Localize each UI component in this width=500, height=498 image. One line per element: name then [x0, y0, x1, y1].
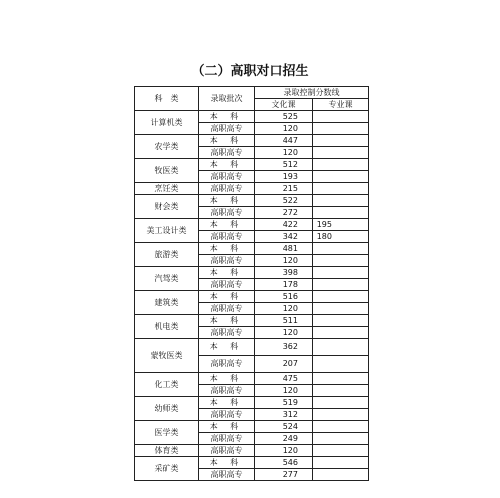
batch-cell: 本 科: [199, 397, 255, 409]
batch-cell: 高职高专: [199, 123, 255, 135]
table-row: [135, 183, 369, 195]
major-score-cell: [313, 171, 369, 183]
major-score-cell: [313, 147, 369, 159]
major-score-cell: [313, 315, 369, 327]
culture-score-cell: 120: [255, 255, 313, 267]
major-score-cell: [313, 303, 369, 315]
batch-cell: 本 科: [199, 315, 255, 327]
table-row: [135, 243, 369, 255]
culture-score-cell: 512: [255, 159, 313, 171]
category-cell: 医学类: [135, 421, 199, 445]
batch-cell: 高职高专: [199, 409, 255, 421]
major-score-cell: [313, 291, 369, 303]
major-score-cell: [313, 111, 369, 123]
batch-cell: 高职高专: [199, 469, 255, 481]
major-score-cell: [313, 255, 369, 267]
major-score-cell: [313, 397, 369, 409]
culture-score-cell: 272: [255, 207, 313, 219]
culture-score-cell: 120: [255, 303, 313, 315]
batch-cell: 高职高专: [199, 445, 255, 457]
culture-score-cell: 120: [255, 147, 313, 159]
batch-cell: 高职高专: [199, 433, 255, 445]
batch-cell: 高职高专: [199, 255, 255, 267]
batch-cell: 本 科: [199, 421, 255, 433]
batch-cell: 本 科: [199, 267, 255, 279]
page-title: （二）高职对口招生: [191, 64, 309, 79]
major-score-cell: [313, 385, 369, 397]
category-cell: 牧医类: [135, 159, 199, 183]
table-row: [135, 421, 369, 433]
header-batch: 录取批次: [199, 87, 255, 111]
category-cell: 农学类: [135, 135, 199, 159]
major-score-cell: [313, 327, 369, 339]
culture-score-cell: 120: [255, 327, 313, 339]
culture-score-cell: 120: [255, 385, 313, 397]
batch-cell: 本 科: [199, 373, 255, 385]
culture-score-cell: 312: [255, 409, 313, 421]
batch-cell: 高职高专: [199, 385, 255, 397]
header-major-course: 专业课: [313, 99, 369, 111]
culture-score-cell: 422: [255, 219, 313, 231]
batch-cell: 高职高专: [199, 171, 255, 183]
culture-score-cell: 522: [255, 195, 313, 207]
culture-score-cell: 525: [255, 111, 313, 123]
category-cell: 计算机类: [135, 111, 199, 135]
culture-score-cell: 481: [255, 243, 313, 255]
batch-cell: 本 科: [199, 135, 255, 147]
culture-score-cell: 249: [255, 433, 313, 445]
major-score-cell: [313, 183, 369, 195]
batch-cell: 本 科: [199, 195, 255, 207]
batch-cell: 本 科: [199, 111, 255, 123]
major-score-cell: [313, 457, 369, 469]
table-row: [135, 159, 369, 171]
batch-cell: 高职高专: [199, 183, 255, 195]
major-score-cell: 180: [313, 231, 369, 243]
culture-score-cell: 516: [255, 291, 313, 303]
category-cell: 财会类: [135, 195, 199, 219]
category-cell: 建筑类: [135, 291, 199, 315]
major-score-cell: [313, 123, 369, 135]
table-row: [135, 315, 369, 327]
header-category: 科 类: [135, 87, 199, 111]
batch-cell: 本 科: [199, 339, 255, 356]
major-score-cell: [313, 421, 369, 433]
table-body: [135, 111, 369, 481]
category-cell: 幼师类: [135, 397, 199, 421]
major-score-cell: [313, 469, 369, 481]
category-cell: 体育类: [135, 445, 199, 457]
table-row: [135, 339, 369, 356]
major-score-cell: [313, 433, 369, 445]
culture-score-cell: 362: [255, 339, 313, 356]
batch-cell: 高职高专: [199, 279, 255, 291]
batch-cell: 高职高专: [199, 303, 255, 315]
major-score-cell: 195: [313, 219, 369, 231]
table-row: [135, 445, 369, 457]
culture-score-cell: 215: [255, 183, 313, 195]
culture-score-cell: 207: [255, 356, 313, 373]
table-row: [135, 219, 369, 231]
batch-cell: 本 科: [199, 159, 255, 171]
culture-score-cell: 519: [255, 397, 313, 409]
header-control-score: 录取控制分数线: [255, 87, 369, 99]
major-score-cell: [313, 373, 369, 385]
batch-cell: 本 科: [199, 219, 255, 231]
major-score-cell: [313, 267, 369, 279]
category-cell: 汽驾类: [135, 267, 199, 291]
table-row: [135, 397, 369, 409]
table-row: [135, 135, 369, 147]
major-score-cell: [313, 243, 369, 255]
table-row: [135, 457, 369, 469]
major-score-cell: [313, 135, 369, 147]
culture-score-cell: 524: [255, 421, 313, 433]
category-cell: 旅游类: [135, 243, 199, 267]
category-cell: 采矿类: [135, 457, 199, 481]
culture-score-cell: 447: [255, 135, 313, 147]
culture-score-cell: 546: [255, 457, 313, 469]
major-score-cell: [313, 409, 369, 421]
batch-cell: 本 科: [199, 291, 255, 303]
category-cell: 化工类: [135, 373, 199, 397]
major-score-cell: [313, 445, 369, 457]
table-row: [135, 373, 369, 385]
table-row: [135, 195, 369, 207]
major-score-cell: [313, 356, 369, 373]
culture-score-cell: 398: [255, 267, 313, 279]
major-score-cell: [313, 279, 369, 291]
batch-cell: 高职高专: [199, 231, 255, 243]
culture-score-cell: 178: [255, 279, 313, 291]
header-culture-course: 文化课: [255, 99, 313, 111]
batch-cell: 本 科: [199, 243, 255, 255]
category-cell: 烹饪类: [135, 183, 199, 195]
major-score-cell: [313, 339, 369, 356]
table-row: [135, 291, 369, 303]
major-score-cell: [313, 195, 369, 207]
culture-score-cell: 475: [255, 373, 313, 385]
category-cell: 蒙牧医类: [135, 339, 199, 373]
batch-cell: 高职高专: [199, 207, 255, 219]
culture-score-cell: 342: [255, 231, 313, 243]
culture-score-cell: 120: [255, 445, 313, 457]
category-cell: 美工设计类: [135, 219, 199, 243]
admission-score-table: [134, 86, 369, 481]
category-cell: 机电类: [135, 315, 199, 339]
batch-cell: 高职高专: [199, 356, 255, 373]
batch-cell: 高职高专: [199, 327, 255, 339]
batch-cell: 本 科: [199, 457, 255, 469]
culture-score-cell: 120: [255, 123, 313, 135]
culture-score-cell: 511: [255, 315, 313, 327]
table-row: [135, 267, 369, 279]
batch-cell: 高职高专: [199, 147, 255, 159]
culture-score-cell: 193: [255, 171, 313, 183]
major-score-cell: [313, 159, 369, 171]
table-row: [135, 111, 369, 123]
culture-score-cell: 277: [255, 469, 313, 481]
major-score-cell: [313, 207, 369, 219]
